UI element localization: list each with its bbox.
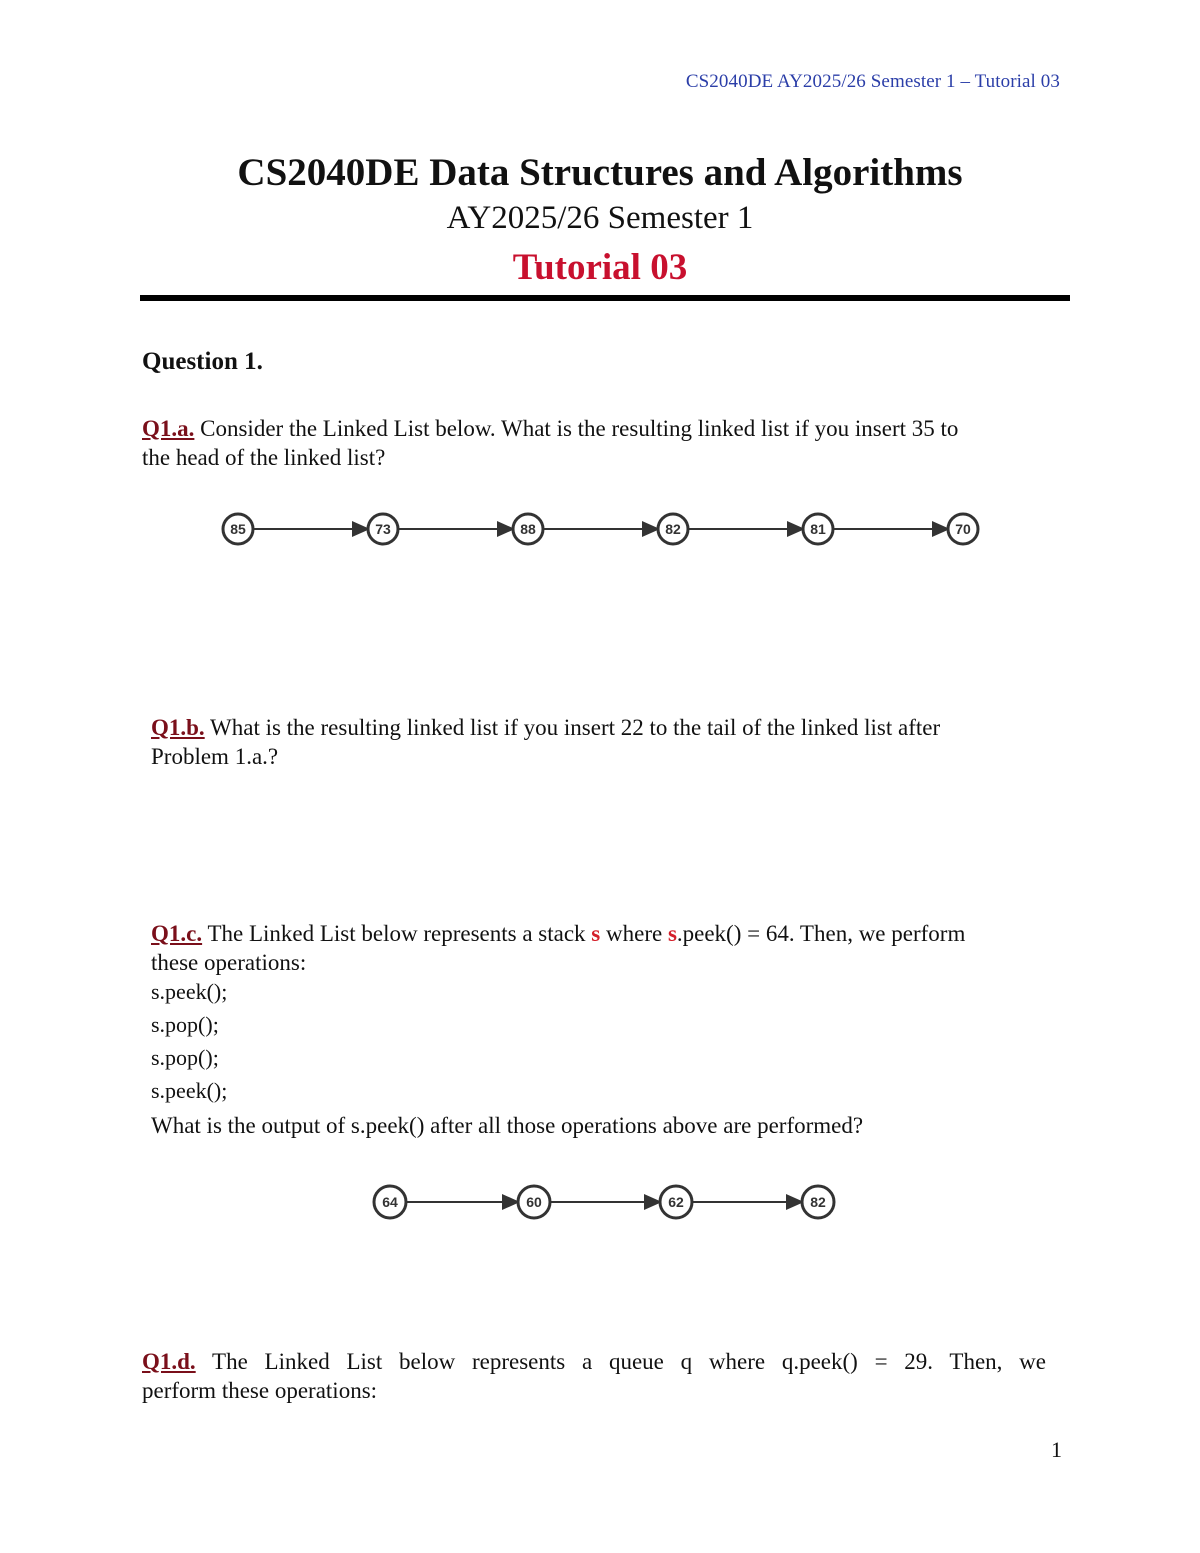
q1b-line2: Problem 1.a.? bbox=[151, 744, 279, 769]
q1d-label: Q1.d. bbox=[142, 1349, 196, 1374]
q1a-linked-list-diagram bbox=[200, 505, 1000, 555]
running-header: CS2040DE AY2025/26 Semester 1 – Tutorial 03 bbox=[685, 71, 1060, 92]
q1a-text bbox=[142, 414, 1042, 472]
q1c-node-label: 62 bbox=[668, 1194, 684, 1210]
q1c-op: s.peek(); bbox=[151, 979, 228, 1004]
q1d-text bbox=[142, 1347, 1046, 1405]
q1c-node bbox=[518, 1186, 550, 1218]
q1c-op: s.pop(); bbox=[151, 1045, 219, 1070]
q1d-line1: The Linked List below represents a queue q where q.peek() = 29. Then, we bbox=[195, 1349, 1046, 1374]
q1a-node-label: 85 bbox=[230, 521, 246, 537]
q1a-label: Q1.a. bbox=[142, 416, 195, 441]
q1c-stack-var: s bbox=[667, 921, 677, 946]
q1a-node bbox=[223, 514, 253, 544]
q1c-node-label: 82 bbox=[810, 1194, 826, 1210]
q1a-node-label: 73 bbox=[375, 521, 391, 537]
q1c-node bbox=[660, 1186, 692, 1218]
q1b-label: Q1.b. bbox=[151, 715, 205, 740]
q1c-node bbox=[802, 1186, 834, 1218]
q1c-node-label: 60 bbox=[526, 1194, 542, 1210]
q1c-op: s.pop(); bbox=[151, 1012, 219, 1037]
q1a-node-label: 70 bbox=[955, 521, 971, 537]
semester-subtitle: AY2025/26 Semester 1 bbox=[446, 200, 754, 236]
q1b-line1: What is the resulting linked list if you insert 22 to the tail of the linked list after bbox=[204, 715, 941, 740]
q1a-node-label: 82 bbox=[665, 521, 681, 537]
q1d-line2: perform these operations: bbox=[142, 1378, 378, 1403]
q1a-node-label: 88 bbox=[520, 521, 536, 537]
q1a-node bbox=[513, 514, 543, 544]
q1a-node bbox=[948, 514, 978, 544]
q1c-label: Q1.c. bbox=[151, 921, 203, 946]
title-divider bbox=[140, 295, 1070, 301]
q1a-node bbox=[658, 514, 688, 544]
q1a-node bbox=[803, 514, 833, 544]
q1c-line2: these operations: bbox=[151, 950, 307, 975]
q1c-stack-diagram bbox=[350, 1178, 860, 1228]
q1c-text bbox=[151, 919, 1061, 977]
q1a-node bbox=[368, 514, 398, 544]
question-1-heading: Question 1. bbox=[142, 348, 263, 375]
q1c-node-label: 64 bbox=[382, 1194, 398, 1210]
q1c-operations bbox=[151, 975, 227, 1107]
q1c-node bbox=[374, 1186, 406, 1218]
q1c-text-part2: where bbox=[600, 921, 668, 946]
q1c-question: What is the output of s.peek() after all those operations above are performed? bbox=[151, 1113, 864, 1138]
tutorial-number: Tutorial 03 bbox=[512, 247, 688, 288]
q1c-text-part1: The Linked List below represents a stack bbox=[202, 921, 592, 946]
q1a-line2: the head of the linked list? bbox=[142, 445, 386, 470]
q1c-stack-var: s bbox=[591, 921, 601, 946]
q1a-line1: Consider the Linked List below. What is the resulting linked list if you insert 35 to bbox=[194, 416, 959, 441]
document-title: CS2040DE Data Structures and Algorithms bbox=[237, 151, 963, 194]
q1c-op: s.peek(); bbox=[151, 1078, 228, 1103]
q1b-text bbox=[151, 713, 1051, 771]
q1a-node-label: 81 bbox=[810, 521, 826, 537]
page-number: 1 bbox=[1051, 1437, 1062, 1462]
q1c-text-part3: .peek() = 64. Then, we perform bbox=[676, 921, 966, 946]
